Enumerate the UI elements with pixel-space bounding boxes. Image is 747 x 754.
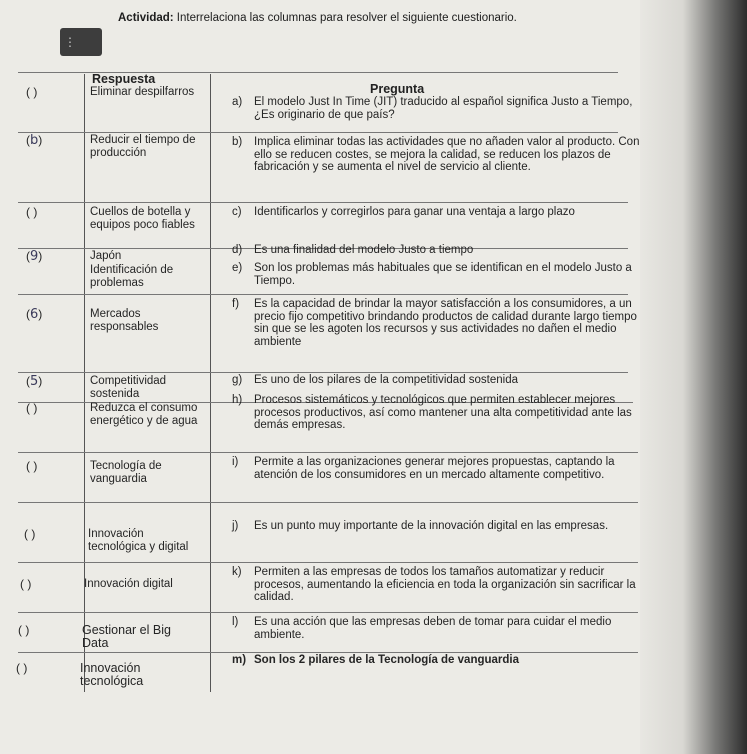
answer-blank[interactable]: ( ) — [26, 401, 38, 415]
question-text: Son los problemas más habituales que se identifican en el modelo Justo a Tiempo. — [254, 262, 632, 287]
question-text: Es un punto muy importante de la innovación digital en las empresas. — [254, 520, 609, 532]
answer-blank[interactable] — [26, 375, 86, 389]
question-letter: j) — [232, 520, 239, 532]
paren-close: ) — [38, 307, 43, 321]
divider — [18, 452, 638, 453]
answer-label: Identificación de problemas — [90, 264, 174, 289]
answer-label: Competitividad sostenida — [90, 375, 167, 400]
answer-blank[interactable]: ( ) — [20, 577, 32, 591]
paren-open: ( — [26, 133, 30, 147]
answer-label: Cuellos de botella y equipos poco fiables — [90, 206, 195, 231]
handwritten-answer: 6 — [30, 307, 39, 322]
question-letter: e) — [232, 262, 243, 274]
document-icon: ⋮ — [60, 28, 102, 56]
question-letter: c) — [232, 206, 242, 218]
question-text: Procesos sistemáticos y tecnológicos que permiten establecer mejores procesos productivos, así como mantener una alta competitividad ante las demás empresas. — [254, 394, 632, 431]
divider — [18, 132, 618, 133]
answer-row-5 — [26, 264, 211, 292]
paren-open: ( — [26, 249, 30, 263]
answer-row-1 — [26, 86, 211, 116]
question-letter: i) — [232, 456, 239, 468]
question-text: Es una acción que las empresas deben de tomar para cuidar el medio ambiente. — [254, 616, 612, 641]
divider — [18, 294, 628, 295]
divider — [18, 502, 638, 503]
question-letter: b) — [232, 136, 243, 148]
paren-close: ) — [38, 249, 43, 263]
answer-row-3 — [26, 206, 211, 246]
question-letter: k) — [232, 566, 242, 578]
question-letter: f) — [232, 298, 240, 310]
divider — [18, 372, 628, 373]
answer-blank[interactable]: ( ) — [24, 527, 36, 541]
question-letter: m) — [232, 654, 247, 666]
answer-blank[interactable]: ( ) — [26, 205, 38, 219]
answer-row-7 — [26, 375, 211, 403]
question-text: Es la capacidad de brindar la mayor satisfacción a los consumidores, a un precio fijo competitivo brindando productos de calidad durante largo tiempo sin que se les agoten los recursos y sus actividades no dañen el medio ambiente — [254, 298, 637, 348]
answer-label: Reducir el tiempo de producción — [90, 134, 196, 159]
answer-label: Eliminar despilfarros — [90, 86, 195, 98]
answer-label: Mercados responsables — [90, 308, 159, 333]
answer-row-13 — [16, 662, 201, 692]
paren-open: ( — [26, 374, 30, 388]
answer-blank[interactable]: ( ) — [26, 459, 38, 473]
question-text: Es una finalidad del modelo Justo a tiempo — [254, 244, 474, 256]
answer-blank[interactable]: ( ) — [26, 85, 38, 99]
answer-row-11 — [20, 578, 205, 608]
answer-row-4 — [26, 250, 211, 264]
handwritten-answer: b — [30, 133, 39, 148]
divider — [18, 202, 628, 203]
paren-open: ( — [26, 307, 30, 321]
handwritten-answer: 9 — [30, 249, 39, 264]
column-header-respuesta: Respuesta — [92, 72, 156, 86]
answer-row-2 — [26, 134, 211, 179]
column-header-pregunta: Pregunta — [370, 82, 425, 96]
answer-label: Gestionar el Big Data — [82, 623, 171, 650]
question-text: Permiten a las empresas de todos los tamaños automatizar y reducir procesos, aumentando la eficiencia en toda la organización sin sacrificar la calidad. — [254, 566, 636, 603]
question-text: Es uno de los pilares de la competitividad sostenida — [254, 374, 519, 386]
handwritten-answer: 5 — [30, 374, 39, 389]
question-text: Identificarlos y corregirlos para ganar una ventaja a largo plazo — [254, 206, 575, 218]
answer-blank[interactable] — [26, 134, 86, 148]
answer-label: Innovación tecnológica y digital — [88, 528, 189, 553]
answer-row-9 — [26, 460, 211, 490]
question-letter: g) — [232, 374, 243, 386]
answer-label: Innovación digital — [84, 578, 173, 590]
answer-blank[interactable]: ( ) — [16, 661, 28, 675]
answer-row-6 — [26, 308, 211, 338]
question-text: Implica eliminar todas las actividades que no añaden valor al producto. Con ello se reducen costes, se mejora la calidad, se reducen los plazos de fabricación y se aumenta el nivel de servicio al cliente. — [254, 136, 640, 173]
answer-blank[interactable]: ( ) — [18, 623, 30, 637]
paren-close: ) — [38, 133, 43, 147]
question-text: Son los 2 pilares de la Tecnología de vanguardia — [254, 654, 519, 666]
question-letter: d) — [232, 244, 243, 256]
question-text: Permite a las organizaciones generar mejores propuestas, captando la atención de los consumidores en un mercado altamente competitivo. — [254, 456, 615, 481]
instructions — [118, 12, 538, 25]
question-letter: h) — [232, 394, 243, 406]
divider — [18, 612, 638, 613]
matching-table — [18, 72, 638, 692]
answer-blank[interactable] — [26, 250, 86, 264]
answer-blank[interactable] — [26, 308, 86, 322]
answer-label: Reduzca el consumo energético y de agua — [90, 402, 198, 427]
answer-label: Japón — [90, 250, 122, 262]
instructions-text: Interrelaciona las columnas para resolver el siguiente cuestionario. — [176, 12, 517, 24]
question-letter: l) — [232, 616, 239, 628]
question-letter: a) — [232, 96, 243, 108]
answer-row-10 — [24, 528, 209, 578]
answer-row-8 — [26, 402, 211, 452]
question-text: El modelo Just In Time (JIT) traducido al español significa Justo a Tiempo, ¿Es originario de que país? — [254, 96, 633, 121]
background-edge — [640, 0, 747, 754]
answer-row-12 — [18, 624, 203, 654]
paren-close: ) — [38, 374, 43, 388]
answer-label: Innovación tecnológica — [80, 661, 144, 688]
instructions-title: Actividad: — [118, 12, 174, 24]
answer-label: Tecnología de vanguardia — [90, 460, 162, 485]
